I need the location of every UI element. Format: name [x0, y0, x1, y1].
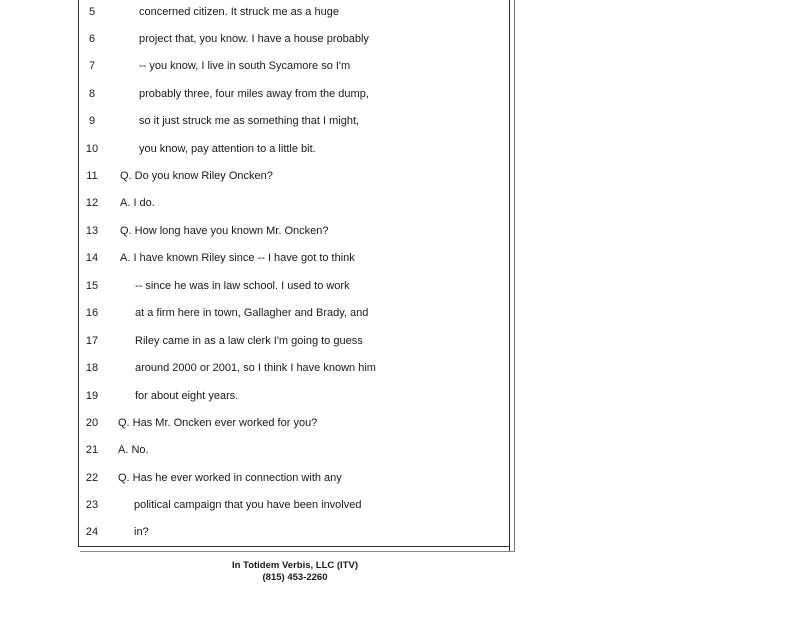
line-text: in?: [134, 526, 149, 538]
line-text: for about eight years.: [135, 390, 239, 402]
line-text: you know, pay attention to a little bit.: [139, 143, 316, 155]
line-number: 21: [85, 444, 99, 456]
line-number: 19: [85, 390, 99, 402]
line-text: A. No.: [118, 444, 149, 456]
line-number: 16: [85, 307, 99, 319]
line-text: political campaign that you have been involved: [134, 499, 362, 511]
line-text: probably three, four miles away from the dump,: [139, 88, 369, 100]
line-number: 7: [88, 60, 96, 72]
line-text: Q. Has Mr. Oncken ever worked for you?: [118, 417, 318, 429]
line-number: 17: [85, 335, 99, 347]
line-number: 13: [85, 225, 99, 237]
line-text: around 2000 or 2001, so I think I have known him: [135, 362, 376, 374]
line-number: 18: [85, 362, 99, 374]
line-number: 11: [86, 170, 98, 182]
line-number: 8: [88, 88, 96, 100]
line-text: Q. Do you know Riley Oncken?: [120, 170, 273, 182]
line-text: concerned citizen. It struck me as a huge: [139, 6, 339, 18]
line-number: 23: [85, 499, 99, 511]
page-border-left: [78, 0, 79, 546]
line-number: 10: [85, 143, 99, 155]
line-text: Riley came in as a law clerk I'm going to guess: [135, 335, 363, 347]
line-text: project that, you know. I have a house probably: [139, 33, 369, 45]
line-text: Q. How long have you known Mr. Oncken?: [120, 225, 329, 237]
line-text: A. I have known Riley since -- I have got to think: [120, 252, 355, 264]
line-text: -- since he was in law school. I used to work: [135, 280, 350, 292]
line-text: so it just struck me as something that I might,: [139, 115, 360, 127]
page-border-right: [509, 0, 510, 552]
line-number: 22: [85, 472, 99, 484]
page-border-right-shadow: [514, 0, 515, 552]
line-number: 15: [85, 280, 99, 292]
line-number: 6: [88, 33, 96, 45]
line-number: 5: [88, 6, 96, 18]
line-text: -- you know, I live in south Sycamore so I'm: [139, 60, 351, 72]
footer-phone: (815) 453-2260: [262, 572, 328, 583]
footer-company: In Totidem Verbis, LLC (ITV): [232, 560, 358, 571]
line-number: 9: [88, 115, 96, 127]
line-text: Q. Has he ever worked in connection with any: [118, 472, 342, 484]
page-border-bottom-shadow: [80, 551, 514, 552]
line-number: 24: [85, 526, 99, 538]
line-text: at a firm here in town, Gallagher and Brady, and: [135, 307, 369, 319]
page-border-bottom: [78, 546, 510, 547]
line-number: 14: [85, 252, 99, 264]
line-number: 20: [85, 417, 99, 429]
line-number: 12: [85, 197, 99, 209]
line-text: A. I do.: [120, 197, 155, 209]
